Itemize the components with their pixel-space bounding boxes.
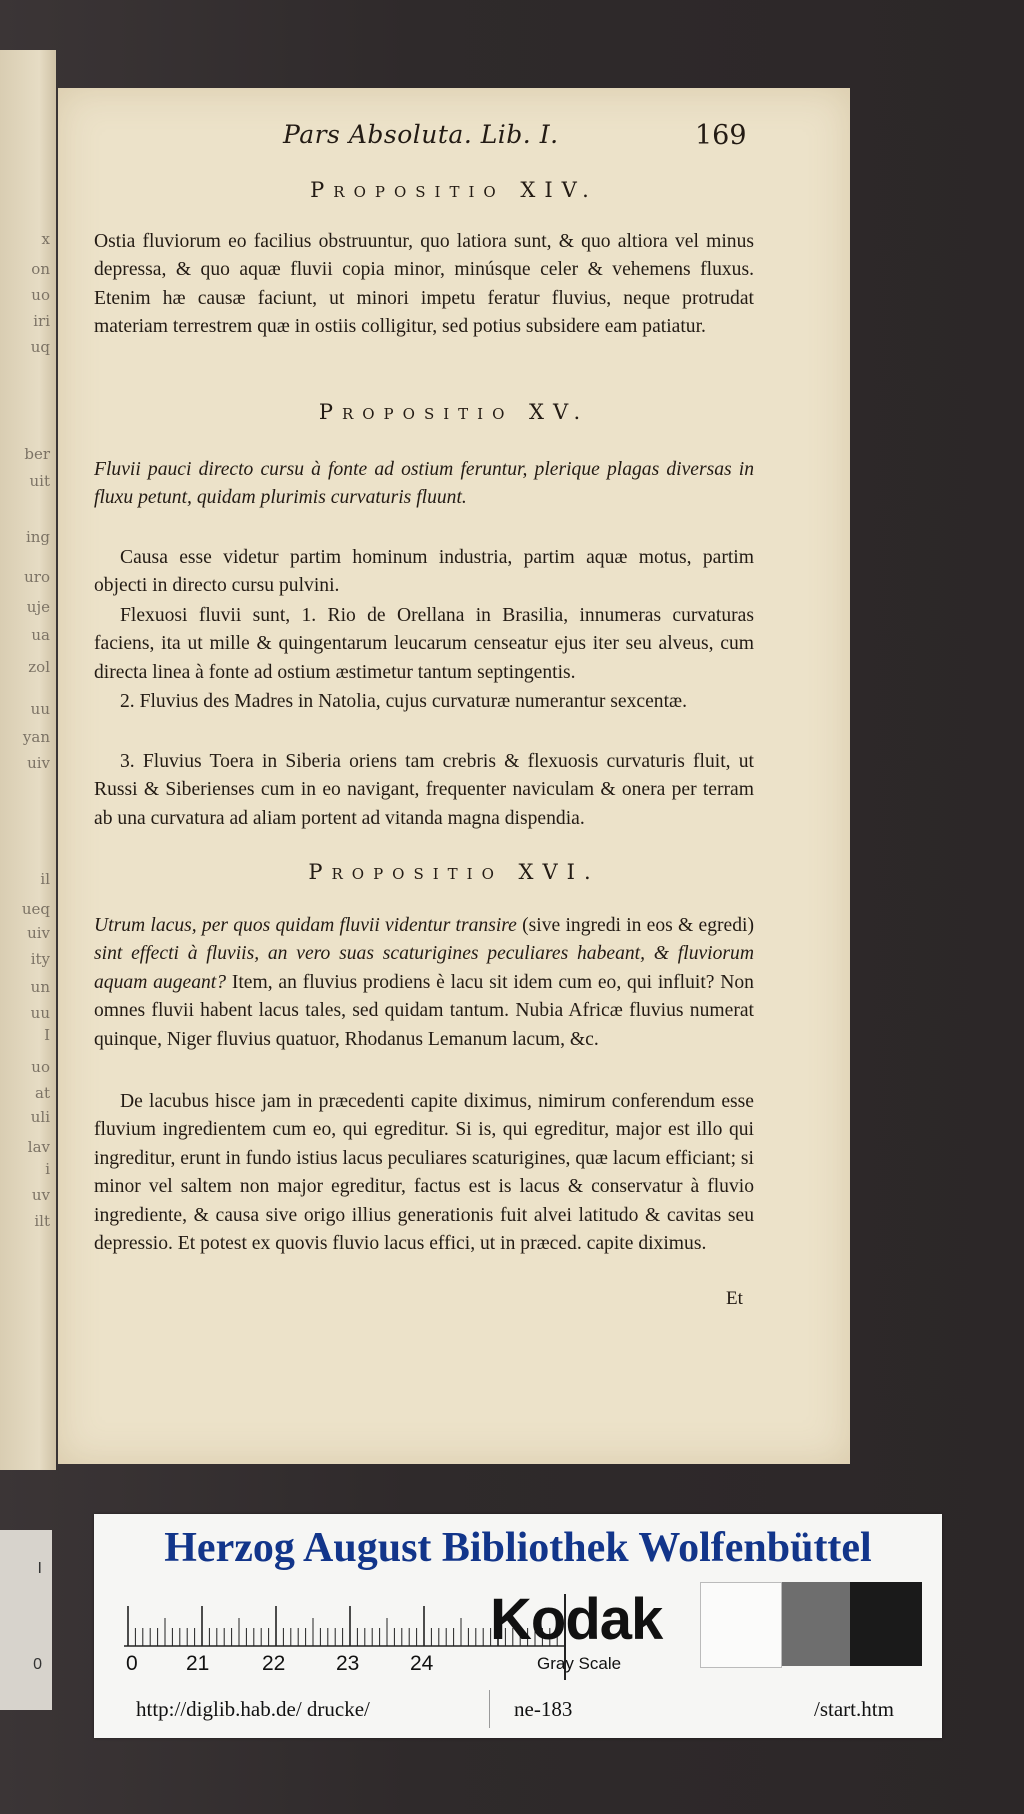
section-heading-xiv: Propositio XIV. (310, 178, 598, 202)
facing-page-fragment: on (31, 260, 50, 278)
url-right: /start.htm (814, 1697, 894, 1721)
page-number: 169 (695, 120, 747, 151)
facing-page-fragment: ueq (21, 900, 50, 918)
facing-page-fragment: uu (30, 700, 50, 718)
paragraph-xiv: Ostia fluviorum eo facilius obstruuntur, quo latiora sunt, & quo altiora vel minus depressa, & quo aquæ fluvii copia minor, minúsque celer & vehemens fluxus. Etenim hæ causæ faciunt, ut minori impetu feratur fluvius, neque protrudat materiam terrestrem quæ in ostiis colligitur, sed potius subsidere eam patiatur. (94, 231, 754, 338)
url-divider (489, 1690, 490, 1728)
kodak-logo: Kodak (490, 1587, 663, 1652)
facing-target-edge (0, 1530, 52, 1710)
url-middle: ne-183 (514, 1697, 573, 1721)
facing-page-fragment: ua (31, 626, 50, 644)
facing-page-fragment: yan (22, 728, 50, 746)
paragraph-xv-1: Causa esse videtur partim hominum industria, partim aquæ motus, partim objecti in directo cursu pulvini. (94, 547, 754, 597)
facing-page-fragment: un (30, 978, 50, 996)
paragraph-xv-3: 2. Fluvius des Madres in Natolia, cujus curvaturæ numerantur sexcentæ. (120, 691, 688, 712)
facing-page-fragment: ilt (34, 1212, 50, 1230)
facing-page-fragment: uo (31, 1058, 50, 1076)
facing-page-fragment: uro (24, 568, 50, 586)
facing-page-fragment: uu (30, 1004, 50, 1022)
facing-page-fragment: uiv (27, 924, 50, 942)
facing-page-fragment: ity (30, 950, 50, 968)
paragraph-xv-2: Flexuosi fluvii sunt, 1. Rio de Orellana in Brasilia, innumeras curvaturas faciens, ita ut mille & quingentarum leucarum censeatur ejus iter seu alveus, cum directa linea à fonte ad ostium æstimetur tantum septingentis. (94, 605, 754, 683)
ruler-number: 24 (410, 1652, 434, 1675)
gray-swatch-black (850, 1582, 922, 1666)
facing-page-fragment: uiv (27, 754, 50, 772)
facing-page-fragment: zol (28, 658, 50, 676)
facing-target-fragment: 0 (33, 1656, 42, 1673)
facing-page-edge (0, 50, 56, 1470)
facing-page-fragment: at (35, 1084, 50, 1102)
facing-target-fragment: I (37, 1560, 42, 1577)
running-head (58, 120, 850, 160)
ruler-number: 23 (336, 1652, 360, 1675)
statement-xvi-rest: Item, an fluvius prodiens è lacu sit idem cum eo, qui influit? Non omnes fluvii habent lacus tales, sed quidam tantum. Nubia Africæ fluvius numerat quinque, Niger fluvius quatuor, Rhodanus Lemanum lacum, &c. (94, 971, 754, 1050)
running-title: Pars Absoluta. Lib. I. (283, 120, 559, 149)
section-heading-xvi: Propositio XVI. (308, 860, 600, 884)
statement-xv: Fluvii pauci directo cursu à fonte ad ostium feruntur, plerique plagas diversas in fluxu petunt, quidam plurimis curvaturis fluunt. (94, 459, 754, 509)
facing-page-fragment: x (41, 230, 50, 248)
facing-page-fragment: I (44, 1026, 50, 1044)
facing-page-fragment: uli (30, 1108, 50, 1126)
section-heading-xv: Propositio XV. (318, 400, 590, 424)
ruler-number: 22 (262, 1652, 286, 1675)
catchword: Et (726, 1288, 743, 1309)
statement-xvi-italic-2: sint effecti à fluviis, an vero suas scaturigines peculiares habeant, & fluviorum aquam augeant? (94, 943, 754, 993)
statement-xvi-italic: Utrum lacus, per quos quidam fluvii videntur transire (94, 915, 517, 936)
ruler-number: 21 (186, 1652, 210, 1675)
gray-swatch-white (700, 1582, 782, 1668)
facing-page-fragment: ber (24, 445, 50, 463)
facing-page-fragment: ing (25, 528, 50, 546)
facing-page-fragment: uit (29, 472, 50, 490)
facing-page-fragment: il (40, 870, 50, 888)
facing-page-fragment: uq (30, 338, 50, 356)
ruler-number: 0 (126, 1652, 138, 1675)
gray-scale-label: Gray Scale (537, 1654, 622, 1673)
facing-page-fragment: uv (31, 1186, 50, 1204)
facing-page-fragment: lav (27, 1138, 50, 1156)
facing-page-fragment: i (45, 1160, 50, 1178)
color-target-card (94, 1514, 942, 1738)
book-page (58, 88, 850, 1464)
paragraph-xvi: De lacubus hisce jam in præcedenti capite diximus, nimirum conferendum esse fluvium ingredientem cum eo, qui egreditur. Si is, qui egreditur, major est illo qui ingreditur, erunt in fundo istius lacus peculiares scaturigines, quæ lacum efficiant; si minor vel saltem non major egreditur, factus est is lacus & conservatur à fluvio ingrediente, & causa sive origo illius generationis fuit alvei latitudo & cavitas seu depressio. Et potest ex quovis fluvio lacus effici, ut in præced. capite diximus. (94, 1091, 754, 1255)
url-left: http://diglib.hab.de/ drucke/ (136, 1697, 370, 1721)
facing-page-fragment: iri (33, 312, 50, 330)
statement-xvi-roman: (sive ingredi in eos & egredi) (522, 915, 754, 936)
paragraph-xv-4: 3. Fluvius Toera in Siberia oriens tam crebris & flexuosis curvaturis fluit, ut Russi & Siberienses cum in eo navigant, frequenter naviculam & onera per terram ab una curvatura ad aliam portent ad vitanda magna dispendia. (94, 751, 754, 829)
facing-page-fragment: uo (31, 286, 50, 304)
statement-xvi (94, 912, 754, 1054)
facing-page-fragment: uje (26, 598, 50, 616)
gray-swatch-mid (782, 1582, 850, 1666)
library-name: Herzog August Bibliothek Wolfenbüttel (164, 1525, 872, 1571)
